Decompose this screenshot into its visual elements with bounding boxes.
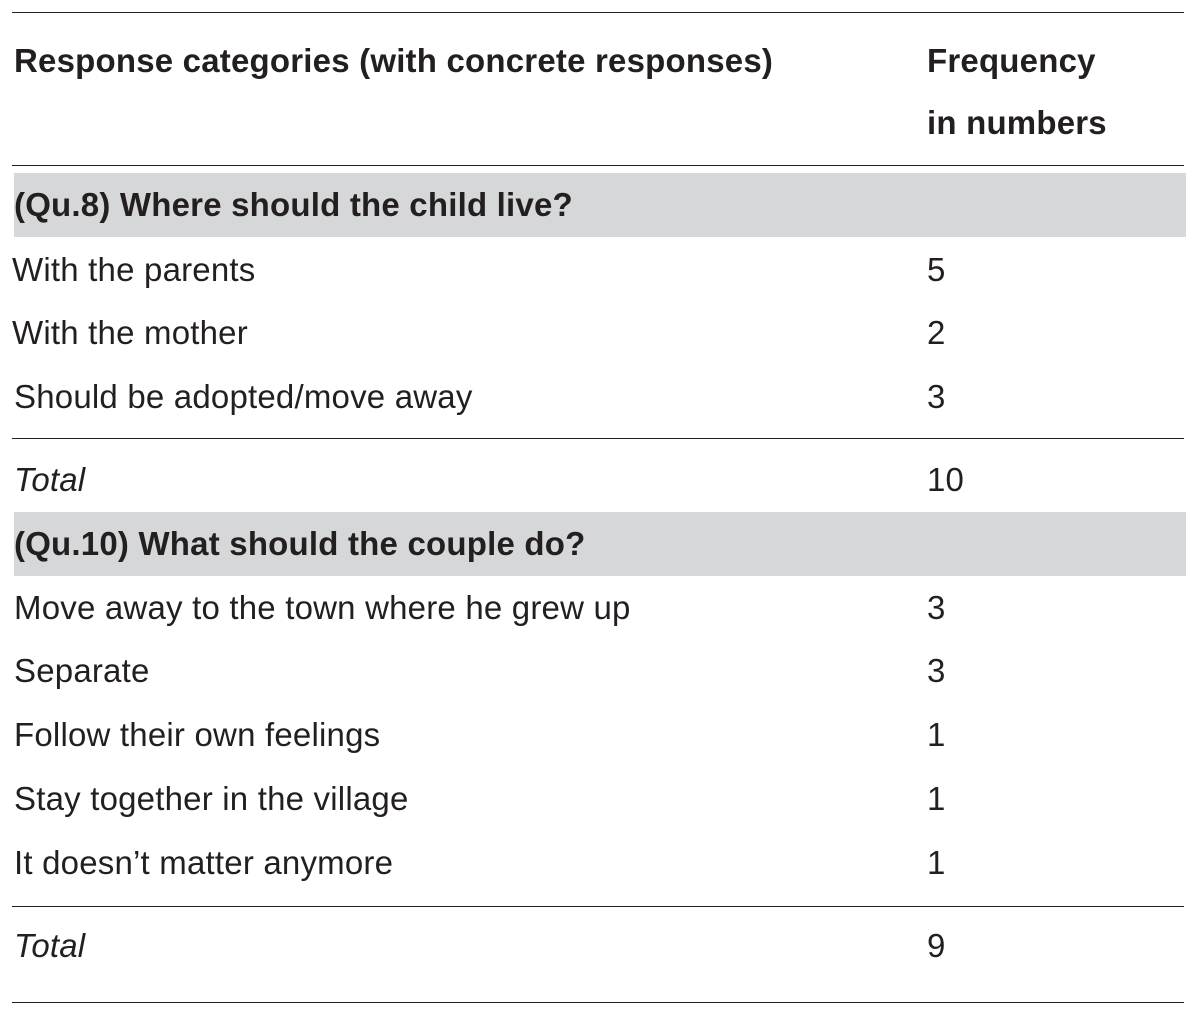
total-label: Total [14,461,86,498]
total-value: 10 [927,461,965,498]
row-response: With the mother [12,314,248,351]
table-top-rule [12,12,1184,13]
row-response: Separate [14,652,150,689]
row-response: Stay together in the village [14,780,409,817]
row-response: Follow their own feelings [14,716,381,753]
row-frequency: 2 [927,314,946,351]
row-frequency: 3 [927,652,946,689]
header-in-numbers: in numbers [927,104,1107,141]
header-bottom-rule [12,165,1184,166]
row-frequency: 1 [927,844,946,881]
row-frequency: 1 [927,716,946,753]
header-frequency: Frequency [927,42,1096,79]
section-question: (Qu.10) What should the couple do? [14,525,586,562]
row-response: It doesn’t matter anymore [14,844,394,881]
header-response-categories: Response categories (with concrete responses) [14,42,774,79]
row-frequency: 5 [927,251,946,288]
row-frequency: 3 [927,589,946,626]
total-rule [12,438,1184,439]
table-bottom-rule [12,1002,1184,1003]
total-rule [12,906,1184,907]
row-frequency: 1 [927,780,946,817]
total-value: 9 [927,927,946,964]
row-response: Should be adopted/move away [14,378,473,415]
section-question: (Qu.8) Where should the child live? [14,186,573,223]
row-response: With the parents [12,251,256,288]
row-frequency: 3 [927,378,946,415]
frequency-table [12,0,1184,1016]
row-response: Move away to the town where he grew up [14,589,631,626]
total-label: Total [14,927,86,964]
